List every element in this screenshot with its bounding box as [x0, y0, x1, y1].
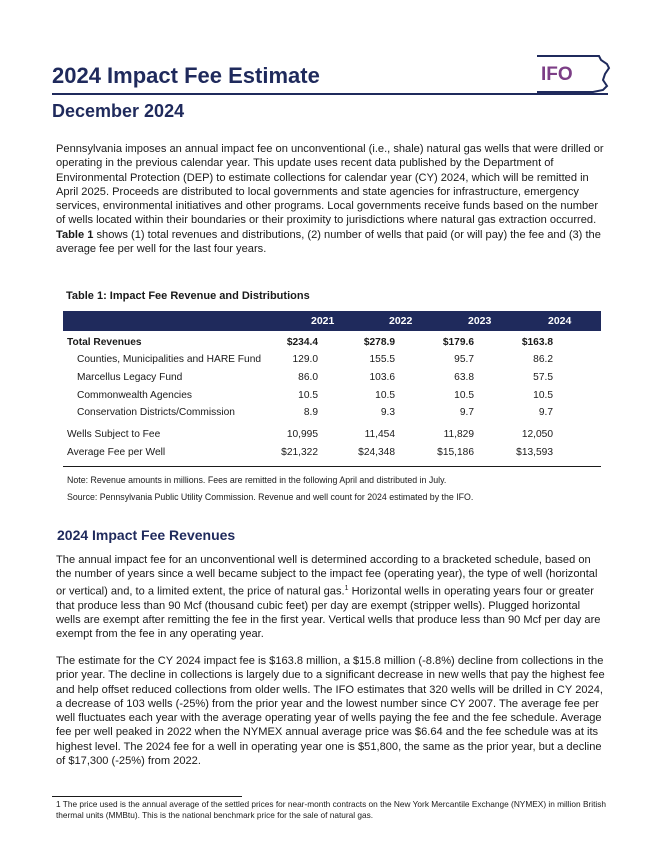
table-cell: 86.0 — [298, 372, 318, 383]
section-paragraph-1 — [56, 553, 606, 641]
section-paragraph-2: The estimate for the CY 2024 impact fee is $163.8 million, a $15.8 million (-8.8%) decline from collections in the prior year. The decline in collections is largely due to a significant decrease in new wells that pay the highest fee and help offset reduced collections from older wells. The IFO estimates that 320 wells will be drilled in CY 2024, a decrease of 103 wells (-25%) from the prior year and the lowest number since CY 2007. The average fee per well fluctuates each year with the average operating year of wells paying the fee and the fee schedule. Average fee per well peaked in 2022 when the NYMEX annual average price was $6.64 and the fee schedule was at its highest level. The 2024 fee for a well in operating year one is $51,800, the same as the prior year, but a decline of $17,300 (-25%) from 2022. — [56, 655, 605, 768]
table-cell: 57.5 — [533, 372, 553, 383]
intro-bold: Table 1 — [56, 228, 94, 241]
table-bottom-rule — [63, 466, 601, 467]
table-row — [63, 389, 601, 405]
footnote-ref: 1 — [344, 584, 349, 592]
table-cell: 10.5 — [454, 390, 474, 401]
footnote-rule — [52, 796, 242, 797]
table-cell: 10,995 — [286, 429, 318, 440]
row-label: Average Fee per Well — [67, 447, 166, 458]
table-cell: 63.8 — [454, 372, 474, 383]
table-cell: $24,348 — [358, 447, 395, 458]
table-row — [63, 446, 601, 462]
paragraph-text-end: Horizontal wells in operating years four or greater that produce less than 90 Mcf (thousand cubic feet) per day are exempt (stripper wells). Plugged horizontal wells are exempt after remitting the fee in the first year. Vertical wells that produce less than 90 Mcf per day are exempt from the fee in any operating year. — [56, 585, 601, 641]
header-rule — [52, 93, 608, 95]
table-cell: $278.9 — [363, 337, 395, 348]
paragraph-text: The annual impact fee for an unconventional well is determined according to a bracketed schedule, based on the number of years since a well became subject to the impact fee (operating year), the type of well (horizontal or vertical) and, to a limited extent, the price of natural gas. — [56, 554, 598, 598]
page-title: 2024 Impact Fee Estimate — [52, 63, 320, 88]
table-cell: 155.5 — [369, 354, 395, 365]
table-source: Source: Pennsylvania Public Utility Commission. Revenue and well count for 2024 estimated by the IFO. — [67, 492, 474, 502]
table-title: Table 1: Impact Fee Revenue and Distributions — [66, 290, 310, 302]
table-cell: $13,593 — [516, 447, 553, 458]
table-cell: 9.7 — [538, 407, 553, 418]
row-label: Total Revenues — [67, 337, 142, 348]
table-row — [63, 353, 601, 369]
table-cell: 11,829 — [443, 429, 474, 440]
table-cell: 11,454 — [364, 429, 395, 440]
row-label: Commonwealth Agencies — [77, 390, 192, 401]
table-cell: 129.0 — [292, 354, 318, 365]
table-cell: $179.6 — [442, 337, 474, 348]
column-header: 2024 — [548, 315, 572, 327]
row-label: Wells Subject to Fee — [67, 429, 161, 440]
table-cell: 103.6 — [369, 372, 395, 383]
table-cell: 10.5 — [298, 390, 318, 401]
column-header: 2023 — [468, 315, 492, 327]
table-note: Note: Revenue amounts in millions. Fees are remitted in the following April and distributed in July. — [67, 475, 447, 485]
table-cell: 9.3 — [380, 407, 395, 418]
table-row — [63, 336, 601, 352]
table-row — [63, 371, 601, 387]
table-cell: $163.8 — [521, 337, 553, 348]
table-cell: $234.4 — [286, 337, 318, 348]
table-cell: 9.7 — [459, 407, 474, 418]
intro-text-end: shows (1) total revenues and distributions, (2) number of wells that paid (or will pay) the fee and (3) the average fee per well for the last four years. — [56, 228, 601, 256]
section-heading: 2024 Impact Fee Revenues — [57, 527, 236, 543]
table-cell: 12,050 — [521, 429, 553, 440]
table-cell: 8.9 — [303, 407, 318, 418]
column-header: 2021 — [311, 315, 335, 327]
intro-paragraph — [56, 142, 606, 256]
table-row — [63, 428, 601, 444]
row-label: Marcellus Legacy Fund — [77, 372, 183, 383]
page-subtitle: December 2024 — [52, 101, 185, 121]
row-label: Conservation Districts/Commission — [77, 407, 235, 418]
table-cell: 95.7 — [454, 354, 474, 365]
row-label: Counties, Municipalities and HARE Fund — [77, 354, 262, 365]
table-cell: $21,322 — [281, 447, 318, 458]
ifo-logo — [533, 54, 613, 94]
footnote: 1 The price used is the annual average of the settled prices for near-month contracts on the New York Mercantile Exchange (NYMEX) in million British thermal units (MMBtu). This is the national benchmark price for the sale of natural gas. — [56, 799, 607, 820]
table-cell: 10.5 — [375, 390, 395, 401]
intro-text: Pennsylvania imposes an annual impact fee on unconventional (i.e., shale) natural gas wells that were drilled or operating in the previous calendar year. This update uses recent data published by the Department of Environmental Protection (DEP) to estimate collections for calendar year (CY) 2024, which will be remitted in April 2025. Proceeds are distributed to local governments and state agencies for infrastructure, emergency services, environmental initiatives and other programs. Local governments receive funds based on the number of wells located within their boundaries or their proximity to jurisdictions where natural gas extraction occurred. — [56, 143, 604, 227]
table-header — [63, 311, 601, 331]
logo-text: IFO — [541, 64, 573, 85]
column-header: 2022 — [389, 315, 413, 327]
table-cell: $15,186 — [437, 447, 474, 458]
table-cell: 86.2 — [533, 354, 553, 365]
table-cell: 10.5 — [533, 390, 553, 401]
table-row — [63, 406, 601, 422]
